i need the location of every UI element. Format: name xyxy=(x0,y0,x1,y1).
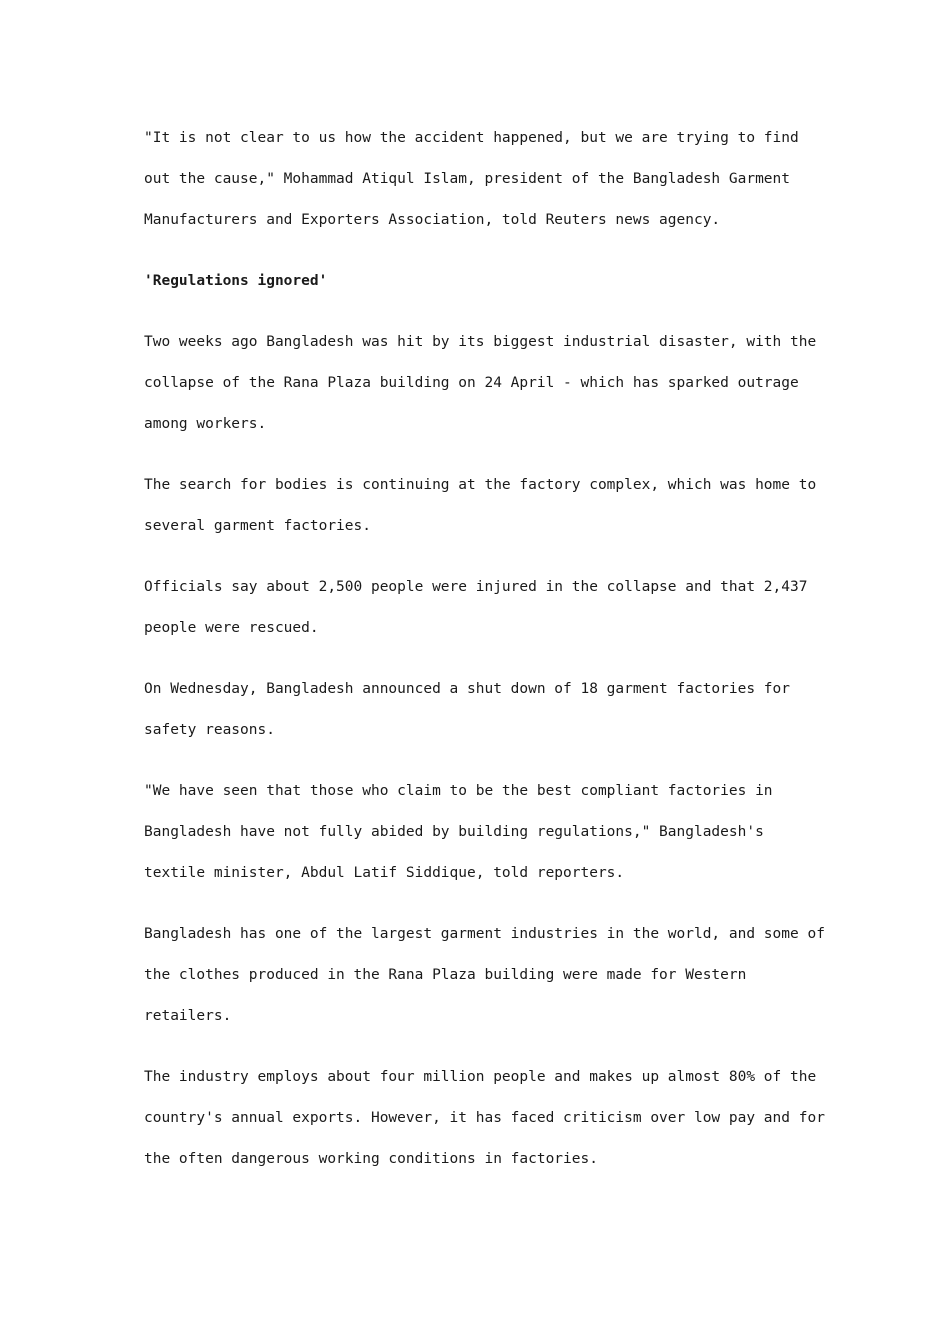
paragraph-injured xyxy=(144,567,812,649)
paragraph-search xyxy=(144,465,817,547)
document-page xyxy=(144,118,825,1200)
paragraph-disaster xyxy=(144,322,817,445)
text-line: textile minister, Abdul Latif Siddique, told reporters. xyxy=(144,865,625,881)
text-line: retailers. xyxy=(144,1008,232,1024)
text-line: collapse of the Rana Plaza building on 24 April - which has sparked outrage xyxy=(144,375,799,391)
text-line: the clothes produced in the Rana Plaza building were made for Western xyxy=(144,967,747,983)
paragraph-industry-size xyxy=(144,914,825,1037)
text-line: The search for bodies is continuing at the factory complex, which was home to xyxy=(144,477,817,493)
text-line: safety reasons. xyxy=(144,722,275,738)
text-line: On Wednesday, Bangladesh announced a shut down of 18 garment factories for xyxy=(144,681,791,697)
text-line: Two weeks ago Bangladesh was hit by its biggest industrial disaster, with the xyxy=(144,334,817,350)
text-line: among workers. xyxy=(144,416,267,432)
text-line: several garment factories. xyxy=(144,518,371,534)
text-line: Bangladesh have not fully abided by building regulations," Bangladesh's xyxy=(144,824,764,840)
text-line: country's annual exports. However, it has faced criticism over low pay and for xyxy=(144,1110,825,1126)
text-line: The industry employs about four million people and makes up almost 80% of the xyxy=(144,1069,817,1085)
paragraph-quote-islam xyxy=(144,118,812,241)
text-line: "It is not clear to us how the accident happened, but we are trying to find xyxy=(144,130,799,146)
text-line: Bangladesh has one of the largest garment industries in the world, and some of xyxy=(144,926,825,942)
text-line: the often dangerous working conditions in factories. xyxy=(144,1151,598,1167)
paragraph-quote-siddique xyxy=(144,771,812,894)
text-line: Officials say about 2,500 people were injured in the collapse and that 2,437 xyxy=(144,579,808,595)
paragraph-employment xyxy=(144,1057,825,1180)
paragraph-shutdown xyxy=(144,669,812,751)
section-heading: 'Regulations ignored' xyxy=(144,273,328,289)
text-line: people were rescued. xyxy=(144,620,319,636)
text-line: out the cause," Mohammad Atiqul Islam, president of the Bangladesh Garment xyxy=(144,171,791,187)
text-line: "We have seen that those who claim to be the best compliant factories in xyxy=(144,783,773,799)
text-line: Manufacturers and Exporters Association, told Reuters news agency. xyxy=(144,212,721,228)
